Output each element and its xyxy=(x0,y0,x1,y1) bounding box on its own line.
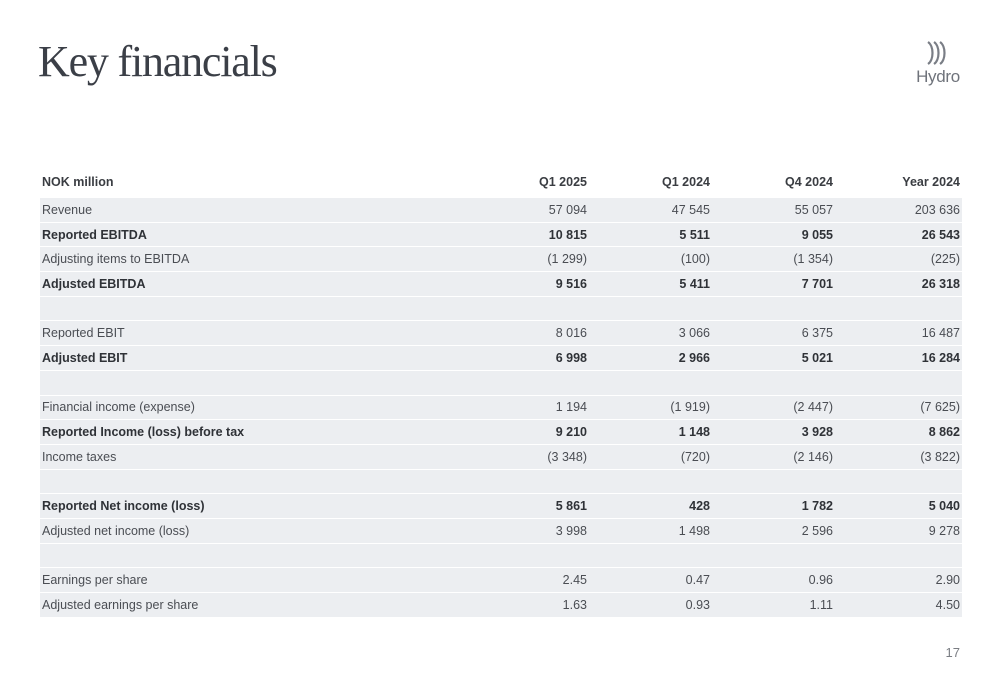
cell-value: 8 016 xyxy=(466,321,589,346)
row-label: Revenue xyxy=(40,197,466,222)
cell-value: (1 354) xyxy=(712,247,835,272)
column-header: Q4 2024 xyxy=(785,174,833,189)
table-row xyxy=(40,518,962,543)
table-row xyxy=(40,420,962,445)
cell-value: (3 348) xyxy=(466,444,589,469)
table-row xyxy=(40,247,962,272)
cell-value: 1 194 xyxy=(466,395,589,420)
table-row xyxy=(40,272,962,297)
cell-value: 10 815 xyxy=(466,222,589,247)
cell-value: 26 318 xyxy=(835,272,962,297)
cell-value: (720) xyxy=(589,444,712,469)
table-row xyxy=(40,494,962,519)
cell-value: 9 516 xyxy=(466,272,589,297)
cell-value: 5 411 xyxy=(589,272,712,297)
row-label: Reported EBITDA xyxy=(40,222,466,247)
row-label: Financial income (expense) xyxy=(40,395,466,420)
cell-value: 1 148 xyxy=(589,420,712,445)
row-label: Reported EBIT xyxy=(40,321,466,346)
cell-value: 0.47 xyxy=(589,568,712,593)
cell-value: 9 210 xyxy=(466,420,589,445)
cell-value: 57 094 xyxy=(466,197,589,222)
cell-value: (7 625) xyxy=(835,395,962,420)
cell-value: 6 375 xyxy=(712,321,835,346)
column-header: Q1 2024 xyxy=(662,174,710,189)
row-label: Adjusted EBITDA xyxy=(40,272,466,297)
row-label: Adjusted earnings per share xyxy=(40,593,466,617)
column-header: NOK million xyxy=(42,174,114,189)
cell-value: (225) xyxy=(835,247,962,272)
cell-value: 26 543 xyxy=(835,222,962,247)
table-row xyxy=(40,346,962,371)
cell-value: 8 862 xyxy=(835,420,962,445)
cell-value: 4.50 xyxy=(835,593,962,617)
row-label: Reported Net income (loss) xyxy=(40,494,466,519)
cell-value: 0.93 xyxy=(589,593,712,617)
cell-value: 5 021 xyxy=(712,346,835,371)
table-row xyxy=(40,222,962,247)
row-label: Income taxes xyxy=(40,444,466,469)
cell-value: (3 822) xyxy=(835,444,962,469)
cell-value: 428 xyxy=(589,494,712,519)
column-header: Q1 2025 xyxy=(539,174,587,189)
logo-wordmark: Hydro xyxy=(916,67,960,86)
column-header: Year 2024 xyxy=(902,174,960,189)
cell-value: 203 636 xyxy=(835,197,962,222)
cell-value: (2 447) xyxy=(712,395,835,420)
key-financials-table xyxy=(40,167,962,617)
cell-value: (1 919) xyxy=(589,395,712,420)
cell-value: 9 278 xyxy=(835,518,962,543)
page-number: 17 xyxy=(945,645,960,660)
spacer-row xyxy=(40,469,962,494)
row-label: Adjusted EBIT xyxy=(40,346,466,371)
row-label: Reported Income (loss) before tax xyxy=(40,420,466,445)
cell-value: 9 055 xyxy=(712,222,835,247)
cell-value: 1.11 xyxy=(712,593,835,617)
cell-value: 55 057 xyxy=(712,197,835,222)
cell-value: 5 511 xyxy=(589,222,712,247)
spacer-row xyxy=(40,296,962,321)
cell-value: 3 928 xyxy=(712,420,835,445)
cell-value: 2 596 xyxy=(712,518,835,543)
cell-value: 0.96 xyxy=(712,568,835,593)
hydro-logo-icon xyxy=(925,40,951,66)
cell-value: (1 299) xyxy=(466,247,589,272)
cell-value: 6 998 xyxy=(466,346,589,371)
cell-value: 7 701 xyxy=(712,272,835,297)
cell-value: 1.63 xyxy=(466,593,589,617)
cell-value: 2.45 xyxy=(466,568,589,593)
table-header-row xyxy=(40,167,962,197)
cell-value: 5 040 xyxy=(835,494,962,519)
cell-value: (2 146) xyxy=(712,444,835,469)
cell-value: 5 861 xyxy=(466,494,589,519)
cell-value: 3 998 xyxy=(466,518,589,543)
cell-value: 47 545 xyxy=(589,197,712,222)
cell-value: 16 487 xyxy=(835,321,962,346)
hydro-logo xyxy=(912,40,964,96)
table-row xyxy=(40,197,962,222)
cell-value: 2 966 xyxy=(589,346,712,371)
cell-value: 3 066 xyxy=(589,321,712,346)
cell-value: (100) xyxy=(589,247,712,272)
slide-title: Key financials xyxy=(38,37,277,86)
row-label: Adjusted net income (loss) xyxy=(40,518,466,543)
cell-value: 2.90 xyxy=(835,568,962,593)
cell-value: 1 498 xyxy=(589,518,712,543)
spacer-row xyxy=(40,370,962,395)
row-label: Adjusting items to EBITDA xyxy=(40,247,466,272)
row-label: Earnings per share xyxy=(40,568,466,593)
table-row xyxy=(40,321,962,346)
cell-value: 16 284 xyxy=(835,346,962,371)
table-row xyxy=(40,568,962,593)
spacer-row xyxy=(40,543,962,568)
cell-value: 1 782 xyxy=(712,494,835,519)
table-row xyxy=(40,395,962,420)
table-row xyxy=(40,593,962,617)
table-row xyxy=(40,444,962,469)
